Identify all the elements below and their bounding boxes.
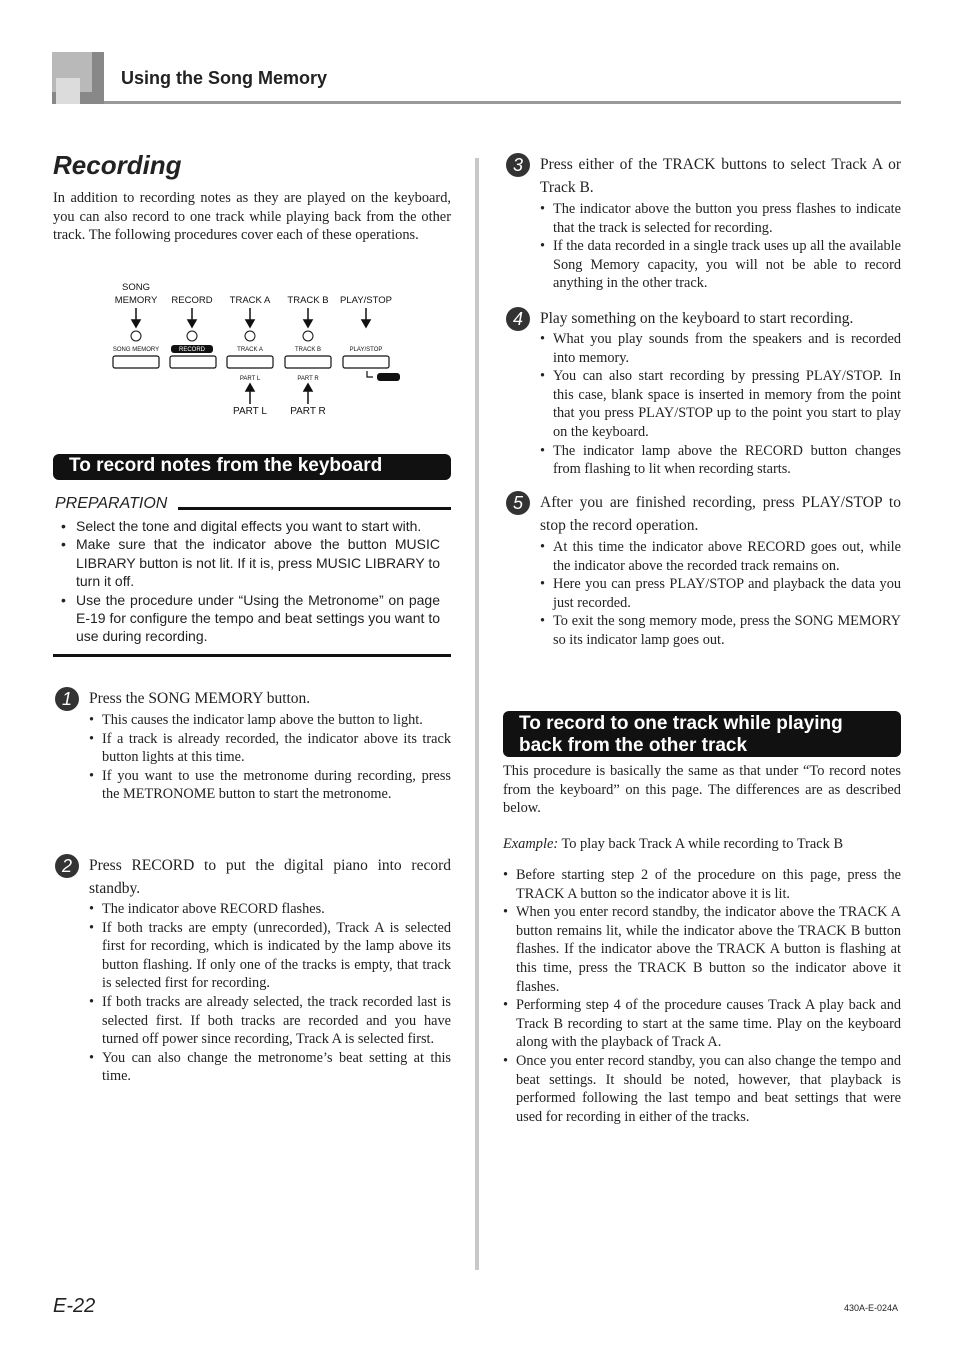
btn-label-track-b: TRACK B: [294, 347, 322, 353]
step-2-bullet: • If both tracks are already selected, the track recorded last is selected first. If both tracks are recorded and you have turned off power since recording, Track A is selected first.: [89, 993, 451, 1049]
section-heading-record-notes: To record notes from the keyboard: [53, 454, 451, 480]
step-2-icon: 2: [55, 854, 79, 878]
panel-label-track-a: TRACK A: [229, 295, 271, 306]
part-label-small-r: PART R: [297, 376, 319, 382]
section-2-bullet: • When you enter record standby, the indicator above the TRACK A button remains lit, while the indicator above the TRACK B button flashes. If the indicator above the TRACK A button is flashing at this time, press the TRACK B button so the indicator above it flashes.: [503, 903, 901, 996]
preparation-item: • Select the tone and digital effects you want to start with.: [58, 517, 440, 535]
btn-label-play-stop: PLAY/STOP: [349, 347, 383, 353]
btn-label-track-a: TRACK A: [237, 347, 263, 353]
step-4-bullets: [540, 330, 901, 479]
step-2-bullet: • You can also change the metronome’s beat setting at this time.: [89, 1049, 451, 1086]
preparation-rule-bottom: [53, 654, 451, 657]
column-divider: [475, 158, 479, 1270]
step-4-bullet: • What you play sounds from the speakers and is recorded into memory.: [540, 330, 901, 367]
preparation-list: [58, 517, 440, 646]
section-2-bullet: • Once you enter record standby, you can also change the tempo and beat settings. It should be noted, however, that playback is performed following the last tempo and beat settings that were used for recording in either of the tracks.: [503, 1052, 901, 1126]
song-memory-button: [113, 356, 159, 368]
play-stop-button: [343, 356, 389, 368]
step-1-bullet: • If a track is already recorded, the indicator above its track button lights at this time.: [89, 730, 451, 767]
section-2-title-line2: back from the other track: [519, 735, 748, 756]
lamp-record: [187, 331, 197, 341]
part-label-r: PART R: [290, 406, 326, 417]
step-1-bullet: • If you want to use the metronome during recording, press the METRONOME button to start the metronome.: [89, 767, 451, 804]
panel-label-track-b: TRACK B: [287, 295, 329, 306]
section-2-bullet: • Before starting step 2 of the procedure on this page, press the TRACK A button so the indicator above it is lit.: [503, 866, 901, 903]
record-button: [170, 356, 216, 368]
header-decoration-inner: [56, 78, 80, 104]
step-3-bullet: • The indicator above the button you press flashes to indicate that the track is selected for recording.: [540, 200, 901, 237]
part-label-l: PART L: [233, 406, 267, 417]
header-rule: [104, 101, 901, 104]
lamp-song-memory: [131, 331, 141, 341]
btn-label-record: RECORD: [178, 347, 206, 353]
page-heading: Recording: [53, 150, 182, 180]
section-2-bullet: • Performing step 4 of the procedure causes Track A play back and Track B recording to start at the same time. Play on the keyboard along with the playback of Track A.: [503, 996, 901, 1052]
example-text: To play back Track A while recording to Track B: [561, 836, 844, 852]
step-4-bullet: • The indicator lamp above the RECORD button changes from flashing to lit when recording starts.: [540, 442, 901, 479]
part-label-small-l: PART L: [239, 376, 261, 382]
step-4-icon: 4: [506, 307, 530, 331]
section-2-bullets: [503, 866, 901, 1126]
step-3-bullet: • If the data recorded in a single track uses up all the available Song Memory capacity, you will not be able to record anything in the other track.: [540, 237, 901, 293]
preparation-item: • Use the procedure under “Using the Metronome” on page E-19 for configure the tempo and beat settings you want to use during recording.: [58, 591, 440, 646]
control-panel-diagram: [105, 278, 400, 423]
step-5-text: After you are finished recording, press PLAY/STOP to stop the record operation.: [540, 494, 901, 534]
example-line: [503, 835, 901, 854]
lamp-track-b: [303, 331, 313, 341]
step-5-bullet: • Here you can press PLAY/STOP and playback the data you just recorded.: [540, 575, 901, 612]
section-2-title-line1: To record to one track while playing: [519, 713, 843, 734]
panel-label-memory: MEMORY: [114, 295, 158, 306]
section-2-intro: This procedure is basically the same as that under “To record notes from the keyboard” on this page. The differences are as described below.: [503, 763, 901, 817]
play-stop-bracket: [367, 371, 373, 377]
step-1-icon: 1: [55, 687, 79, 711]
step-3-text: Press either of the TRACK buttons to select Track A or Track B.: [540, 156, 901, 196]
step-4-text: Play something on the keyboard to start recording.: [540, 310, 854, 327]
intro-paragraph: In addition to recording notes as they are played on the keyboard, you can also record to one track while playing back from the other track. The following procedures cover each of these operations.: [53, 190, 451, 244]
panel-label-play-stop: PLAY/STOP: [340, 295, 392, 306]
step-1-bullet: • This causes the indicator lamp above the button to light.: [89, 711, 451, 730]
step-3-icon: 3: [506, 153, 530, 177]
step-3-bullets: [540, 200, 901, 293]
step-5-bullet: • At this time the indicator above RECORD goes out, while the indicator above the recorded track remains on.: [540, 538, 901, 575]
step-2-bullet: • If both tracks are empty (unrecorded), Track A is selected first for recording, which is indicated by the lamp above its button flashing. If only one of the tracks is empty, that track is selected first for recording.: [89, 919, 451, 993]
step-5-icon: 5: [506, 491, 530, 515]
example-label: Example:: [503, 836, 559, 852]
preparation-label: PREPARATION: [55, 495, 168, 512]
step-2-bullets: [89, 900, 451, 1086]
track-a-button: [227, 356, 273, 368]
step-1-text: Press the SONG MEMORY button.: [89, 690, 311, 707]
preparation-rule-top: [178, 507, 451, 510]
track-b-button: [285, 356, 331, 368]
step-1-bullets: [89, 711, 451, 804]
step-5-bullet: • To exit the song memory mode, press the SONG MEMORY so its indicator lamp goes out.: [540, 612, 901, 649]
page-number: E-22: [53, 1295, 96, 1317]
btn-label-song-memory: SONG MEMORY: [112, 347, 160, 353]
header-section-title: Using the Song Memory: [121, 68, 328, 88]
section-heading-record-one-track: [503, 711, 901, 757]
step-2-bullet: • The indicator above RECORD flashes.: [89, 900, 451, 919]
step-4-bullet: • You can also start recording by pressing PLAY/STOP. In this case, blank space is inserted in memory from the point that you press PLAY/STOP up to the point you start to play on the keyboard.: [540, 367, 901, 441]
document-code: 430A-E-024A: [844, 1303, 899, 1313]
preparation-item: • Make sure that the indicator above the button MUSIC LIBRARY button is not lit. If it is, press MUSIC LIBRARY to turn it off.: [58, 535, 440, 590]
panel-label-song: SONG: [122, 282, 150, 293]
step-2-text: Press RECORD to put the digital piano into record standby.: [89, 857, 451, 897]
step-5-bullets: [540, 538, 901, 650]
lamp-track-a: [245, 331, 255, 341]
panel-label-record: RECORD: [171, 295, 213, 306]
